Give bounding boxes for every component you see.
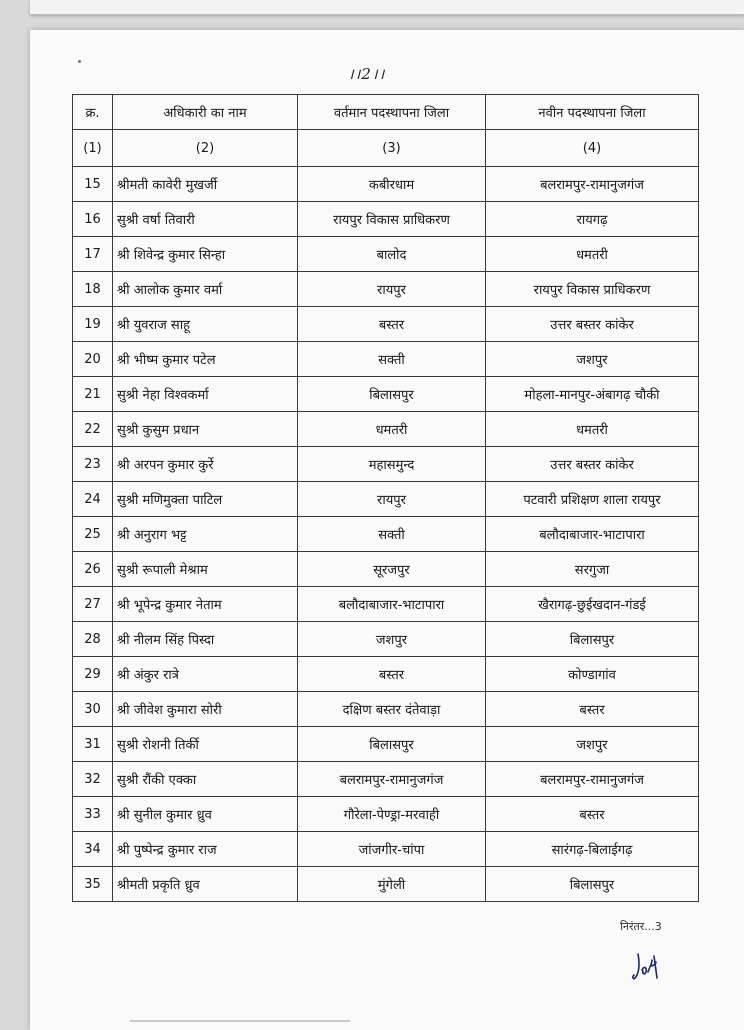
new-district: बलरामपुर-रामानुजगंज [486, 762, 699, 797]
current-district: बलौदाबाजार-भाटापारा [298, 587, 486, 622]
table-row [73, 657, 699, 692]
officer-name: श्री नीलम सिंह पिस्दा [113, 622, 298, 657]
table-row [73, 587, 699, 622]
new-district: धमतरी [486, 412, 699, 447]
column-number: (1) [73, 130, 113, 167]
serial-number: 30 [73, 692, 113, 727]
current-district: बस्तर [298, 307, 486, 342]
continued-note: निरंतर...3 [620, 920, 662, 933]
current-district: धमतरी [298, 412, 486, 447]
officer-name: सुश्री कुसुम प्रधान [113, 412, 298, 447]
new-district: जशपुर [486, 342, 699, 377]
current-district: गौरेला-पेण्ड्रा-मरवाही [298, 797, 486, 832]
new-district: धमतरी [486, 237, 699, 272]
previous-page-edge [30, 0, 744, 15]
serial-number: 31 [73, 727, 113, 762]
table-row [73, 342, 699, 377]
table-row [73, 552, 699, 587]
serial-number: 23 [73, 447, 113, 482]
current-district: रायपुर [298, 482, 486, 517]
serial-number: 22 [73, 412, 113, 447]
new-district: जशपुर [486, 727, 699, 762]
table-row [73, 272, 699, 307]
column-number-row [73, 130, 699, 167]
new-district: रायपुर विकास प्राधिकरण [486, 272, 699, 307]
officer-name: सुश्री वर्षा तिवारी [113, 202, 298, 237]
officer-name: श्री भूपेन्द्र कुमार नेताम [113, 587, 298, 622]
current-district: बिलासपुर [298, 377, 486, 412]
serial-number: 18 [73, 272, 113, 307]
current-district: दक्षिण बस्तर दंतेवाड़ा [298, 692, 486, 727]
new-district: खैरागढ़-छुईखदान-गंडई [486, 587, 699, 622]
column-number: (2) [113, 130, 298, 167]
new-district: सरगुजा [486, 552, 699, 587]
table-row [73, 832, 699, 867]
new-district: सारंगढ़-बिलाईगढ़ [486, 832, 699, 867]
table-header [73, 95, 699, 167]
officer-name: श्री अंकुर रात्रे [113, 657, 298, 692]
current-district: रायपुर [298, 272, 486, 307]
officer-name: सुश्री रोशनी तिर्की [113, 727, 298, 762]
current-district: रायपुर विकास प्राधिकरण [298, 202, 486, 237]
header-current-district: वर्तमान पदस्थापना जिला [298, 95, 486, 130]
serial-number: 17 [73, 237, 113, 272]
page-number: ।।2।। [348, 65, 386, 83]
serial-number: 33 [73, 797, 113, 832]
current-district: बिलासपुर [298, 727, 486, 762]
new-district: पटवारी प्रशिक्षण शाला रायपुर [486, 482, 699, 517]
next-page-edge [130, 1020, 350, 1022]
new-district: बस्तर [486, 797, 699, 832]
officer-name: सुश्री मणिमुक्ता पाटिल [113, 482, 298, 517]
serial-number: 24 [73, 482, 113, 517]
header-serial: क्र. [73, 95, 113, 130]
serial-number: 28 [73, 622, 113, 657]
column-number: (3) [298, 130, 486, 167]
new-district: मोहला-मानपुर-अंबागढ़ चौकी [486, 377, 699, 412]
serial-number: 32 [73, 762, 113, 797]
serial-number: 15 [73, 167, 113, 202]
current-district: सक्ती [298, 517, 486, 552]
table-row [73, 622, 699, 657]
serial-number: 21 [73, 377, 113, 412]
table-row [73, 307, 699, 342]
header-new-district: नवीन पदस्थापना जिला [486, 95, 699, 130]
officer-name: श्री अरपन कुमार कुर्रे [113, 447, 298, 482]
current-district: बस्तर [298, 657, 486, 692]
serial-number: 16 [73, 202, 113, 237]
officer-name: श्री पुष्पेन्द्र कुमार राज [113, 832, 298, 867]
table-row [73, 727, 699, 762]
officer-name: श्री अनुराग भट्ट [113, 517, 298, 552]
posting-table [72, 94, 699, 902]
table-body [73, 167, 699, 902]
table-row [73, 482, 699, 517]
column-number: (4) [486, 130, 699, 167]
officer-name: श्री जीवेश कुमारा सोरी [113, 692, 298, 727]
new-district: उत्तर बस्तर कांकेर [486, 307, 699, 342]
current-district: कबीरधाम [298, 167, 486, 202]
current-district: जांजगीर-चांपा [298, 832, 486, 867]
officer-name: श्री भीष्म कुमार पटेल [113, 342, 298, 377]
new-district: बिलासपुर [486, 867, 699, 902]
officer-name: श्री युवराज साहू [113, 307, 298, 342]
table-row [73, 377, 699, 412]
current-district: बालोद [298, 237, 486, 272]
officer-name: सुश्री रौंकी एक्का [113, 762, 298, 797]
current-district: बलरामपुर-रामानुजगंज [298, 762, 486, 797]
table-row [73, 797, 699, 832]
serial-number: 29 [73, 657, 113, 692]
officer-name: श्री शिवेन्द्र कुमार सिन्हा [113, 237, 298, 272]
new-district: उत्तर बस्तर कांकेर [486, 447, 699, 482]
scan-speck [78, 60, 81, 63]
current-district: जशपुर [298, 622, 486, 657]
current-district: मुंगेली [298, 867, 486, 902]
table-row [73, 447, 699, 482]
current-district: सक्ती [298, 342, 486, 377]
serial-number: 25 [73, 517, 113, 552]
new-district: कोण्डागांव [486, 657, 699, 692]
current-district: महासमुन्द [298, 447, 486, 482]
new-district: रायगढ़ [486, 202, 699, 237]
serial-number: 20 [73, 342, 113, 377]
signature-mark [630, 950, 672, 984]
officer-name: श्रीमती प्रकृति ध्रुव [113, 867, 298, 902]
table-row [73, 202, 699, 237]
new-district: बस्तर [486, 692, 699, 727]
header-row [73, 95, 699, 130]
serial-number: 35 [73, 867, 113, 902]
officer-name: श्री सुनील कुमार ध्रुव [113, 797, 298, 832]
new-district: बलरामपुर-रामानुजगंज [486, 167, 699, 202]
table-row [73, 762, 699, 797]
table-row [73, 237, 699, 272]
table-row [73, 412, 699, 447]
serial-number: 26 [73, 552, 113, 587]
officer-name: श्री आलोक कुमार वर्मा [113, 272, 298, 307]
document-page [30, 30, 744, 1030]
table-row [73, 167, 699, 202]
current-district: सूरजपुर [298, 552, 486, 587]
table-row [73, 517, 699, 552]
new-district: बिलासपुर [486, 622, 699, 657]
table-row [73, 692, 699, 727]
officer-name: सुश्री नेहा विश्वकर्मा [113, 377, 298, 412]
table-row [73, 867, 699, 902]
new-district: बलौदाबाजार-भाटापारा [486, 517, 699, 552]
serial-number: 19 [73, 307, 113, 342]
header-officer-name: अधिकारी का नाम [113, 95, 298, 130]
officer-name: सुश्री रूपाली मेश्राम [113, 552, 298, 587]
serial-number: 27 [73, 587, 113, 622]
officer-name: श्रीमती कावेरी मुखर्जी [113, 167, 298, 202]
serial-number: 34 [73, 832, 113, 867]
